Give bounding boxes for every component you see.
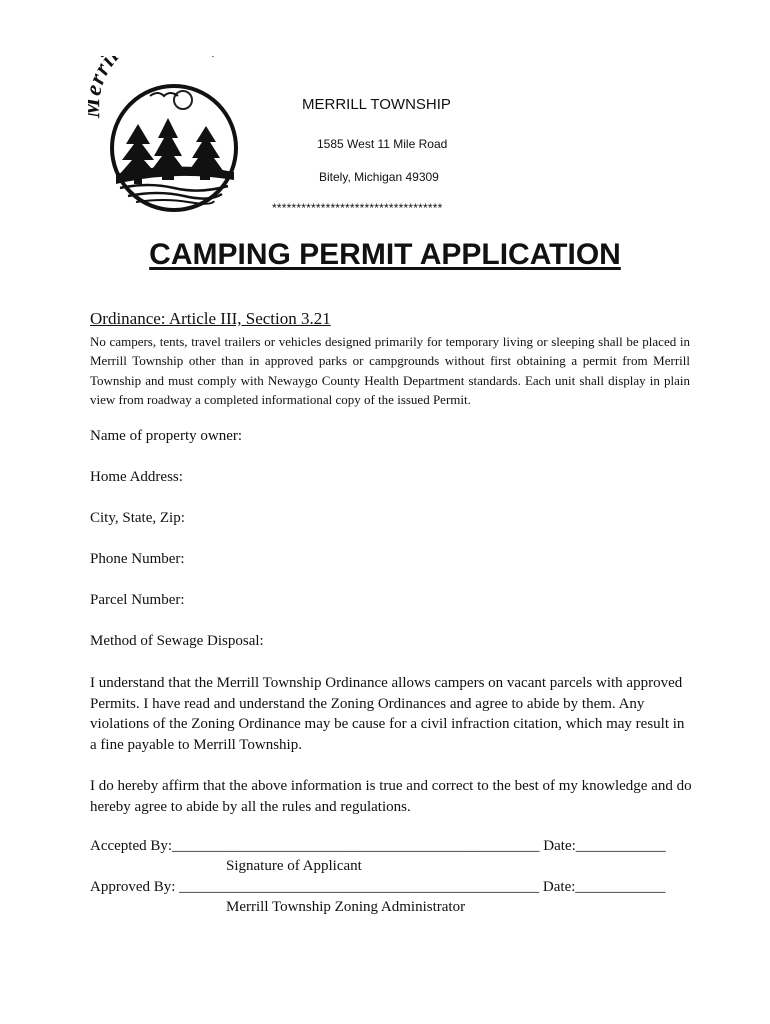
approved-by-signature-line[interactable]: Approved By: ________________________________________________ Date:____________ — [90, 879, 666, 895]
ordinance-text: No campers, tents, travel trailers or vehicles designed primarily for temporary living or sleeping shall be placed in Merrill Township other than in approved parks or campgrounds without first obtaining a permit from Merrill Township and must comply with Newaygo County Health Department standards. Each unit shall display in plain view from roadway a completed informational copy of the issued Permit. — [90, 334, 690, 407]
header-separator: *********************************** — [272, 201, 443, 215]
affirmation-statement: I do hereby affirm that the above information is true and correct to the best of my knowledge and do hereby agree to abide by all the rules and regulations. — [90, 778, 692, 815]
parcel-number-field[interactable]: Parcel Number: — [90, 592, 185, 608]
form-title: CAMPING PERMIT APPLICATION — [149, 238, 621, 271]
accepted-by-signature-line[interactable]: Accepted By:_________________________________________________ Date:____________ — [90, 838, 666, 854]
address-street: 1585 West 11 Mile Road — [317, 137, 448, 151]
ordinance-heading: Ordinance: Article III, Section 3.21 — [90, 309, 331, 328]
phone-number-field[interactable]: Phone Number: — [90, 551, 185, 567]
township-name: MERRILL TOWNSHIP — [302, 96, 451, 113]
understanding-statement: I understand that the Merrill Township Ordinance allows campers on vacant parcels with approved Permits. I have read and understand the Zoning Ordinances and agree to abide by them. Any violations of the Zoning Ordinance may be cause for a civil infraction citation, which may result in a fine payable to Merrill Township. — [90, 675, 685, 754]
sewage-disposal-field[interactable]: Method of Sewage Disposal: — [90, 633, 264, 649]
applicant-signature-caption: Signature of Applicant — [226, 858, 362, 874]
township-logo — [88, 56, 254, 212]
city-state-zip-field[interactable]: City, State, Zip: — [90, 510, 185, 526]
svg-text:Merrill Township: ri — [88, 56, 120, 79]
owner-name-field[interactable]: Name of property owner: — [90, 428, 243, 444]
logo-emblem — [88, 56, 254, 212]
home-address-field[interactable]: Home Address: — [90, 469, 183, 485]
administrator-signature-caption: Merrill Township Zoning Administrator — [226, 899, 466, 915]
address-city: Bitely, Michigan 49309 — [319, 170, 439, 184]
